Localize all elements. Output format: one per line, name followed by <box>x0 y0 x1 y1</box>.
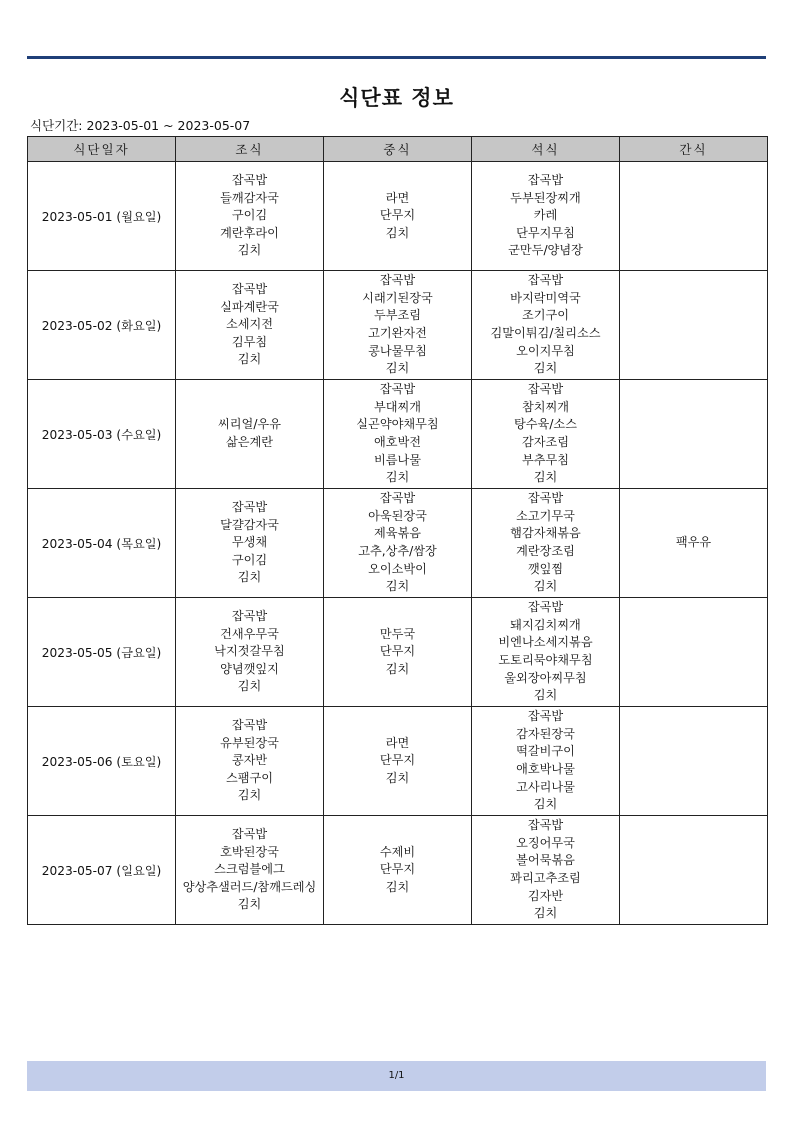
snack-cell <box>620 271 768 380</box>
menu-item: 잡곡밥 <box>231 827 268 842</box>
lunch-cell <box>324 162 472 271</box>
dinner-cell <box>472 162 620 271</box>
menu-item: 잡곡밥 <box>527 709 564 724</box>
snack-cell <box>620 380 768 489</box>
menu-item: 잡곡밥 <box>231 282 268 297</box>
menu-item: 참치찌개 <box>521 399 570 414</box>
menu-item: 감자조림 <box>521 435 570 449</box>
menu-item: 김치 <box>533 579 558 594</box>
menu-item: 고기완자전 <box>368 326 427 340</box>
menu-item: 조기구이 <box>521 308 570 323</box>
menu-item: 잡곡밥 <box>527 173 564 188</box>
table-row <box>28 380 768 489</box>
table-row <box>28 162 768 271</box>
menu-table <box>27 136 768 925</box>
menu-item: 김치 <box>533 361 558 376</box>
menu-item: 부추무침 <box>521 452 570 467</box>
menu-item: 김치 <box>533 906 558 921</box>
menu-item: 라면 <box>385 190 410 205</box>
lunch-cell <box>324 598 472 707</box>
table-row <box>28 598 768 707</box>
menu-item: 실파계란국 <box>220 299 279 314</box>
snack-cell <box>620 816 768 925</box>
footer-bar <box>27 1061 766 1091</box>
date-cell: 2023-05-03 (수요일) <box>28 380 176 489</box>
menu-item: 아욱된장국 <box>368 508 427 523</box>
date-cell: 2023-05-05 (금요일) <box>28 598 176 707</box>
menu-item: 시래기된장국 <box>362 290 433 305</box>
menu-item: 들깨감자국 <box>220 190 279 205</box>
menu-item: 단무지 <box>379 208 416 223</box>
date-cell: 2023-05-06 (토요일) <box>28 707 176 816</box>
menu-item: 감자된장국 <box>516 726 575 741</box>
menu-item: 김치 <box>385 661 410 676</box>
menu-item: 김치 <box>385 770 410 785</box>
date-cell: 2023-05-02 (화요일) <box>28 271 176 380</box>
header-breakfast: 조식 <box>176 137 324 162</box>
menu-item: 제육볶음 <box>373 526 422 541</box>
snack-cell <box>620 489 768 598</box>
menu-item: 김치 <box>237 788 262 803</box>
breakfast-cell <box>176 598 324 707</box>
menu-item: 콩나물무침 <box>368 343 427 358</box>
menu-item: 김치 <box>385 579 410 594</box>
header-snack: 간식 <box>620 137 768 162</box>
header-date: 식단일자 <box>28 137 176 162</box>
header-dinner: 석식 <box>472 137 620 162</box>
menu-item: 무생채 <box>231 535 268 550</box>
header-lunch: 중식 <box>324 137 472 162</box>
menu-item: 삶은계란 <box>225 435 274 449</box>
menu-item: 비름나물 <box>373 452 422 467</box>
snack-cell <box>620 598 768 707</box>
table-row <box>28 707 768 816</box>
menu-item: 호박된장국 <box>220 844 279 859</box>
breakfast-cell <box>176 271 324 380</box>
menu-item: 꽈리고추조림 <box>510 871 581 885</box>
lunch-cell <box>324 816 472 925</box>
menu-item: 김치 <box>237 679 262 694</box>
menu-item: 김치 <box>237 352 262 367</box>
lunch-cell <box>324 380 472 489</box>
menu-body <box>28 162 768 925</box>
menu-item: 계란장조림 <box>516 544 575 558</box>
table-row <box>28 489 768 598</box>
dinner-cell <box>472 707 620 816</box>
menu-item: 만두국 <box>379 626 416 641</box>
top-divider <box>27 56 766 59</box>
menu-item: 오이지무침 <box>516 343 575 358</box>
menu-item: 김치 <box>385 225 410 240</box>
table-row <box>28 271 768 380</box>
menu-item: 잡곡밥 <box>379 491 416 506</box>
menu-item: 카레 <box>533 208 558 223</box>
menu-item: 구이김 <box>231 552 268 567</box>
menu-item: 계란후라이 <box>220 225 279 240</box>
dinner-cell <box>472 489 620 598</box>
page-title: 식단표 정보 <box>339 86 454 110</box>
menu-item: 건새우무국 <box>220 626 279 641</box>
menu-item: 스크럼블에그 <box>214 862 285 877</box>
menu-item: 오징어무국 <box>516 835 575 850</box>
menu-item: 탕수육/소스 <box>514 417 577 432</box>
menu-item: 비엔나소세지볶음 <box>498 635 593 650</box>
menu-item: 김말이튀김/칠리소스 <box>490 326 601 340</box>
menu-item: 양상추샐러드/참깨드레싱 <box>182 879 317 894</box>
menu-item: 김치 <box>385 879 410 894</box>
dinner-cell <box>472 271 620 380</box>
menu-item: 볼어묵볶음 <box>516 853 575 868</box>
menu-item: 군만두/양념장 <box>508 243 583 258</box>
menu-item: 잡곡밥 <box>527 491 564 506</box>
menu-item: 고사리나물 <box>516 779 575 794</box>
snack-cell <box>620 162 768 271</box>
menu-item: 달걀감자국 <box>220 517 279 532</box>
menu-item: 애호박전 <box>373 435 422 449</box>
menu-item: 스팸구이 <box>225 770 274 785</box>
menu-item: 두부된장찌개 <box>510 190 581 205</box>
menu-item: 애호박나물 <box>516 762 575 776</box>
menu-item: 두부조림 <box>373 308 422 323</box>
menu-item: 김치 <box>533 470 558 485</box>
menu-item: 잡곡밥 <box>527 600 564 615</box>
menu-item: 고추,상추/쌈장 <box>358 544 437 558</box>
lunch-cell <box>324 489 472 598</box>
menu-item: 팩우유 <box>675 535 712 550</box>
date-cell: 2023-05-04 (목요일) <box>28 489 176 598</box>
menu-item: 잡곡밥 <box>231 173 268 188</box>
menu-item: 김치 <box>237 570 262 585</box>
breakfast-cell <box>176 707 324 816</box>
header-row <box>28 137 768 162</box>
dinner-cell <box>472 816 620 925</box>
menu-item: 잡곡밥 <box>379 382 416 397</box>
menu-item: 김자반 <box>527 888 564 903</box>
breakfast-cell <box>176 489 324 598</box>
menu-item: 김치 <box>533 797 558 812</box>
menu-item: 단무지무침 <box>516 225 575 240</box>
period-label: 식단기간: 2023-05-01 ~ 2023-05-07 <box>30 118 251 133</box>
menu-item: 단무지 <box>379 753 416 768</box>
menu-item: 부대찌개 <box>373 399 422 414</box>
menu-item: 잡곡밥 <box>527 382 564 397</box>
menu-item: 잡곡밥 <box>527 273 564 288</box>
menu-item: 수제비 <box>379 844 416 859</box>
menu-item: 햄감자채볶음 <box>510 526 581 541</box>
menu-item: 잡곡밥 <box>527 818 564 833</box>
date-cell: 2023-05-01 (월요일) <box>28 162 176 271</box>
menu-item: 울외장아찌무침 <box>504 670 587 685</box>
menu-item: 소세지전 <box>225 317 274 332</box>
breakfast-cell <box>176 380 324 489</box>
menu-item: 실곤약야채무침 <box>356 417 439 432</box>
menu-item: 김치 <box>237 243 262 258</box>
breakfast-cell <box>176 162 324 271</box>
menu-item: 낙지젓갈무침 <box>214 644 285 659</box>
snack-cell <box>620 707 768 816</box>
date-cell: 2023-05-07 (일요일) <box>28 816 176 925</box>
menu-item: 잡곡밥 <box>379 273 416 288</box>
menu-item: 떡갈비구이 <box>516 744 575 759</box>
menu-item: 양념깻잎지 <box>220 661 279 676</box>
menu-item: 김치 <box>237 897 262 912</box>
menu-item: 구이김 <box>231 208 268 223</box>
menu-item: 바지락미역국 <box>510 290 581 305</box>
lunch-cell <box>324 271 472 380</box>
menu-item: 돼지김치찌개 <box>510 617 581 632</box>
menu-item: 씨리얼/우유 <box>218 417 281 432</box>
dinner-cell <box>472 598 620 707</box>
menu-item: 김치 <box>385 470 410 485</box>
menu-item: 유부된장국 <box>220 735 279 750</box>
menu-item: 잡곡밥 <box>231 718 268 733</box>
table-row <box>28 816 768 925</box>
menu-item: 라면 <box>385 735 410 750</box>
menu-item: 잡곡밥 <box>231 500 268 515</box>
menu-item: 김치 <box>533 688 558 703</box>
dinner-cell <box>472 380 620 489</box>
menu-item: 도토리묵야채무침 <box>498 653 593 667</box>
menu-item: 잡곡밥 <box>231 609 268 624</box>
menu-item: 단무지 <box>379 644 416 659</box>
lunch-cell <box>324 707 472 816</box>
menu-item: 김치 <box>385 361 410 376</box>
menu-item: 콩자반 <box>231 753 268 768</box>
menu-item: 오이소박이 <box>368 561 427 576</box>
breakfast-cell <box>176 816 324 925</box>
menu-item: 소고기무국 <box>516 508 575 523</box>
menu-item: 단무지 <box>379 862 416 877</box>
menu-item: 김무침 <box>231 334 268 349</box>
page-indicator: 1/1 <box>388 1070 405 1081</box>
menu-item: 깻잎찜 <box>527 561 564 576</box>
